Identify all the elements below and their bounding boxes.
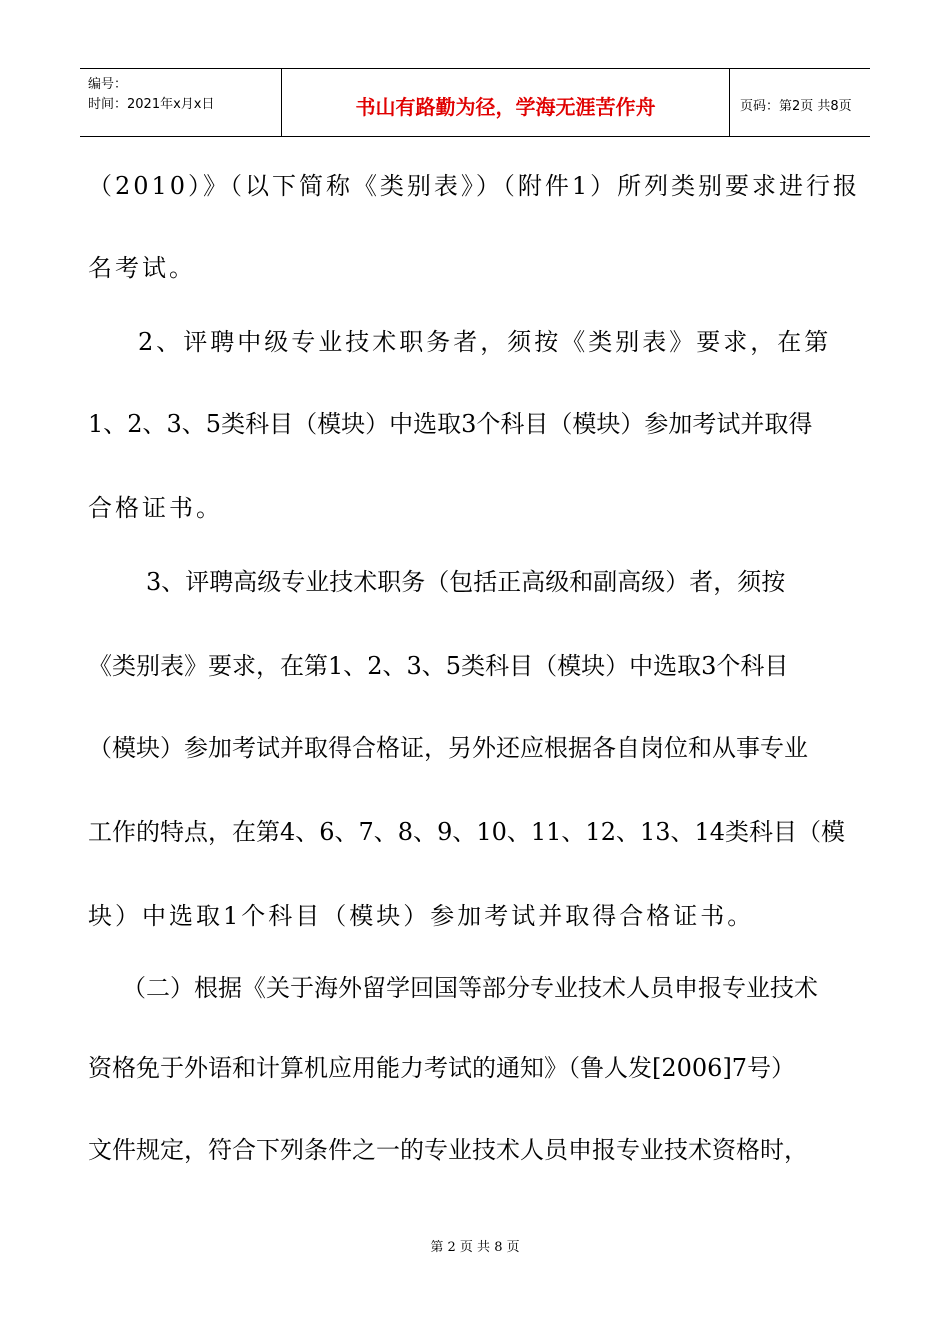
page-footer: 第 2 页 共 8 页: [430, 1240, 520, 1255]
body-line: 工作的特点，在第4、6、7、8、9、10、11、12、13、14类科目（模: [88, 818, 846, 846]
header-motto-cell: [282, 69, 730, 136]
header-info-cell: [80, 69, 282, 136]
body-line: 合格证书。: [88, 494, 223, 522]
page-header: [80, 68, 870, 137]
body-line: 名考试。: [88, 254, 196, 282]
body-line: （二）根据《关于海外留学回国等部分专业技术人员申报专业技术: [122, 974, 818, 1002]
body-line: 3、评聘高级专业技术职务（包括正高级和副高级）者，须按: [146, 568, 786, 596]
body-line: （模块）参加考试并取得合格证，另外还应根据各自岗位和从事专业: [88, 734, 808, 762]
body-line: 文件规定，符合下列条件之一的专业技术人员申报专业技术资格时，: [88, 1136, 808, 1164]
body-line: 资格免于外语和计算机应用能力考试的通知》（鲁人发[2006]7号）: [88, 1054, 796, 1082]
body-line: 1、2、3、5类科目（模块）中选取3个科目（模块）参加考试并取得: [88, 410, 813, 438]
document-date-label: 时间：2021年x月x日: [88, 97, 215, 112]
body-line: 块）中选取1个科目（模块）参加考试并取得合格证书。: [88, 902, 755, 930]
body-line: 《类别表》要求，在第1、2、3、5类科目（模块）中选取3个科目: [88, 652, 789, 680]
body-line: （2010）》（以下简称《类别表》）（附件1）所列类别要求进行报: [88, 172, 860, 200]
header-page-cell: [730, 69, 870, 136]
document-number-label: 编号：: [88, 77, 128, 92]
body-line: 2、评聘中级专业技术职务者，须按《类别表》要求，在第: [138, 328, 832, 356]
header-motto: 书山有路勤为径，学海无涯苦作舟: [355, 95, 656, 119]
header-page-code: 页码：第2页 共8页: [740, 99, 852, 114]
